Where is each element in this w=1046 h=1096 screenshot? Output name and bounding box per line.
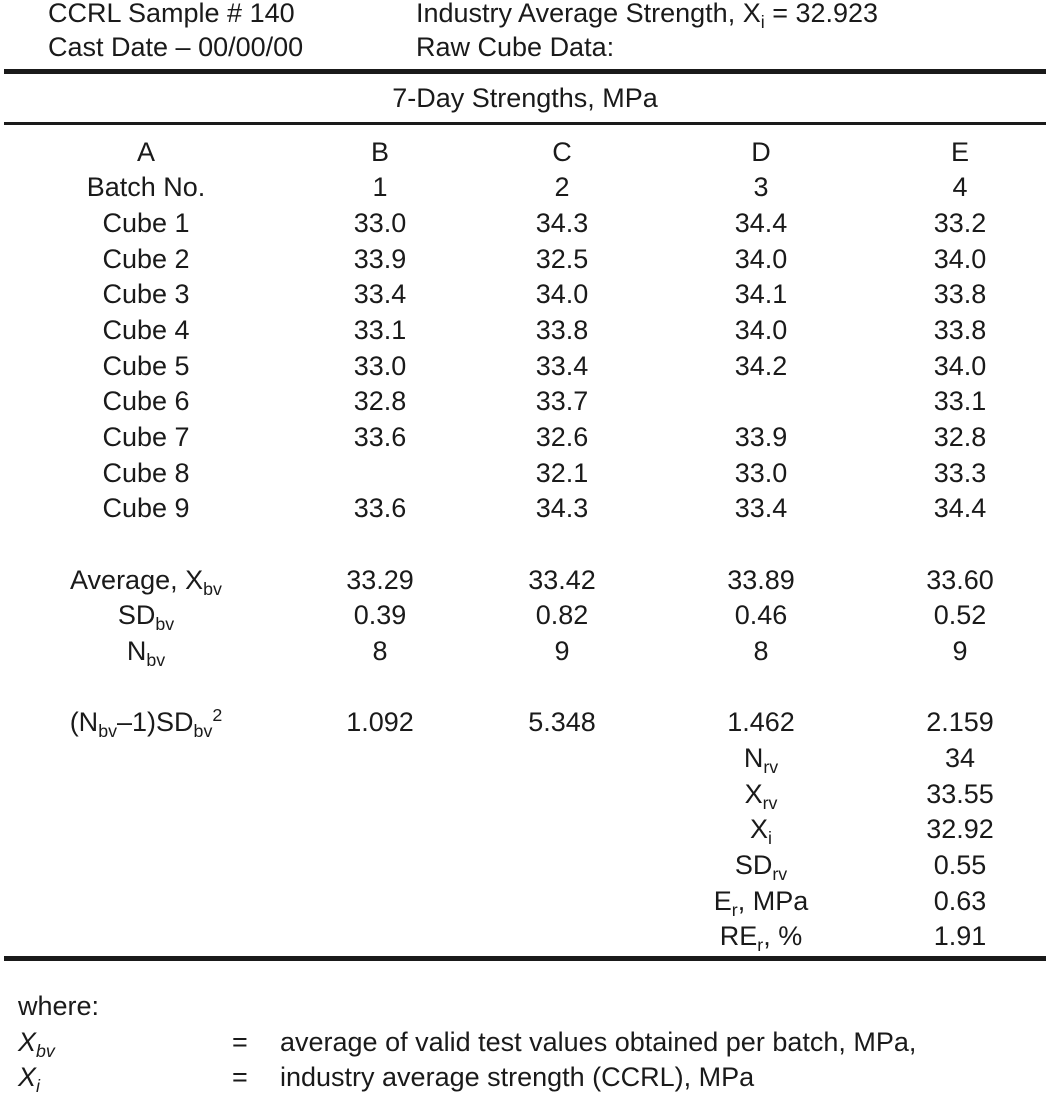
cube-value: 34.0 <box>933 351 987 381</box>
n-value: 9 <box>952 636 968 666</box>
cube-value: 34.0 <box>535 279 589 309</box>
footnote-equals: = <box>232 1062 248 1092</box>
cube-value: 32.8 <box>933 422 987 452</box>
average-value: 33.60 <box>926 565 994 595</box>
table-bottom-rule <box>4 956 1046 961</box>
footnote-definition: average of valid test values obtained per batch, MPa, <box>280 1027 917 1057</box>
sample-number: CCRL Sample # 140 <box>48 0 295 28</box>
footnote-symbol: $X_{bv}$ <box>18 1027 55 1061</box>
cube-label: Cube 4 <box>102 315 190 345</box>
average-value: 33.42 <box>528 565 596 595</box>
footnote-equals: = <box>232 1027 248 1057</box>
cube-label: Cube 1 <box>102 208 190 238</box>
cube-value: 34.0 <box>933 244 987 274</box>
cube-value: 33.2 <box>933 208 987 238</box>
cube-label: Cube 9 <box>102 493 190 523</box>
pooled-value: 5.348 <box>528 707 596 737</box>
summary-value: 33.55 <box>926 779 994 809</box>
pooled-label: $(N_{bv}-1)SD_{bv}^2$ <box>69 705 223 741</box>
cube-value: 34.3 <box>535 493 589 523</box>
column-header-b: B <box>370 137 389 167</box>
batch-number: 3 <box>753 172 769 202</box>
column-header-a: A <box>136 137 155 167</box>
sd-value: 0.46 <box>734 600 788 630</box>
sd-value: 0.82 <box>535 600 589 630</box>
table-title: 7-Day Strengths, MPa <box>392 83 658 113</box>
summary-label: $SD_{rv}$ <box>734 850 788 884</box>
summary-label: $X_i$ <box>750 814 772 848</box>
cube-value: 33.4 <box>353 279 407 309</box>
average-value: 33.29 <box>346 565 414 595</box>
n-value: 9 <box>554 636 570 666</box>
summary-value: 0.63 <box>933 886 987 916</box>
cube-label: Cube 8 <box>102 458 190 488</box>
cube-value: 33.1 <box>353 315 407 345</box>
average-value: 33.89 <box>727 565 795 595</box>
cube-value: 33.8 <box>535 315 589 345</box>
summary-value: 0.55 <box>933 850 987 880</box>
cube-value: 32.5 <box>535 244 589 274</box>
cube-value: 33.6 <box>353 493 407 523</box>
batch-number: 4 <box>952 172 968 202</box>
cube-value: 33.8 <box>933 279 987 309</box>
footnote-symbol: $X_i$ <box>18 1062 40 1096</box>
where-label: where: <box>18 991 100 1021</box>
batch-number: 2 <box>554 172 570 202</box>
cube-value: 33.8 <box>933 315 987 345</box>
cube-value: 33.9 <box>353 244 407 274</box>
average-label: Average, $X_{bv}$ <box>70 565 222 599</box>
raw-cube-data-label: Raw Cube Data: <box>416 32 615 62</box>
cube-value: 33.0 <box>353 208 407 238</box>
cube-value: 32.6 <box>535 422 589 452</box>
sd-value: 0.52 <box>933 600 987 630</box>
cube-value: 34.0 <box>734 315 788 345</box>
cube-label: Cube 5 <box>102 351 190 381</box>
cube-label: Cube 3 <box>102 279 190 309</box>
cube-value: 34.0 <box>734 244 788 274</box>
cube-value: 33.0 <box>353 351 407 381</box>
column-header-d: D <box>751 137 771 167</box>
cube-value: 33.3 <box>933 458 987 488</box>
summary-label: $N_{rv}$ <box>743 743 779 777</box>
cube-value: 34.4 <box>734 208 788 238</box>
title-rule <box>4 122 1046 125</box>
cube-value: 33.6 <box>353 422 407 452</box>
summary-value: 34 <box>944 743 976 773</box>
batch-number: 1 <box>372 172 388 202</box>
n-value: 8 <box>753 636 769 666</box>
pooled-value: 2.159 <box>926 707 994 737</box>
cube-value: 33.4 <box>734 493 788 523</box>
n-value: 8 <box>372 636 388 666</box>
pooled-value: 1.092 <box>346 707 414 737</box>
summary-label: $X_{rv}$ <box>744 779 778 813</box>
cube-value: 34.1 <box>734 279 788 309</box>
cast-date: Cast Date – 00/00/00 <box>48 32 304 62</box>
cube-value: 33.1 <box>933 386 987 416</box>
cube-label: Cube 7 <box>102 422 190 452</box>
industry-average-strength: Industry Average Strength, $X_i = 32.923$ <box>416 0 879 32</box>
cube-value: 32.1 <box>535 458 589 488</box>
cube-label: Cube 2 <box>102 244 190 274</box>
cube-label: Cube 6 <box>102 386 190 416</box>
cube-value: 34.2 <box>734 351 788 381</box>
sd-label: $SD_{bv}$ <box>117 600 175 634</box>
pooled-value: 1.462 <box>727 707 795 737</box>
summary-label: $RE_r$, % <box>719 921 803 955</box>
cube-value: 33.7 <box>535 386 589 416</box>
cube-value: 34.3 <box>535 208 589 238</box>
batch-label: Batch No. <box>86 172 206 202</box>
cube-value: 34.4 <box>933 493 987 523</box>
cube-value: 32.8 <box>353 386 407 416</box>
summary-value: 32.92 <box>926 814 994 844</box>
column-header-c: C <box>552 137 572 167</box>
footnote-definition: industry average strength (CCRL), MPa <box>280 1062 755 1092</box>
sd-value: 0.39 <box>353 600 407 630</box>
cube-value: 33.9 <box>734 422 788 452</box>
n-label: $N_{bv}$ <box>126 636 166 670</box>
cube-value: 33.4 <box>535 351 589 381</box>
cube-value: 33.0 <box>734 458 788 488</box>
column-header-e: E <box>950 137 969 167</box>
summary-value: 1.91 <box>933 921 987 951</box>
summary-label: $E_r$, MPa <box>713 886 809 920</box>
table-top-rule <box>4 69 1046 74</box>
